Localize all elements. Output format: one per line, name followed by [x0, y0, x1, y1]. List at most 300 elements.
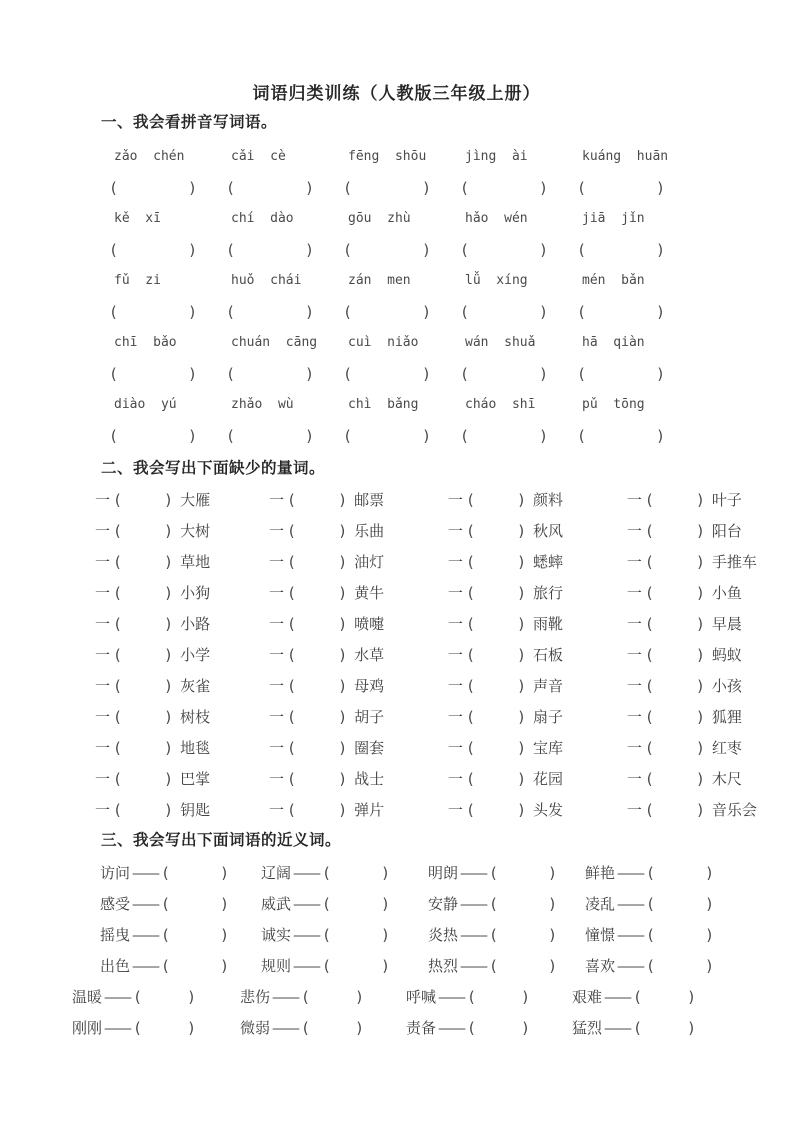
noun-label: 弹片	[354, 801, 385, 819]
pinyin-exercise-rows	[0, 149, 793, 459]
pinyin-word: cǎi cè	[231, 149, 286, 164]
synonym-item	[585, 955, 745, 986]
open-paren-char: (	[226, 179, 236, 197]
pinyin-paren-unit	[0, 335, 793, 397]
answer-blank	[469, 241, 539, 259]
one-char: 一	[626, 491, 642, 509]
long-dash: ——	[132, 895, 159, 913]
answer-blank	[118, 303, 188, 321]
answer-blank	[235, 365, 305, 383]
open-paren-char: (	[109, 365, 119, 383]
measure-word-item	[627, 737, 793, 768]
open-paren-char: (	[301, 1019, 311, 1037]
synonym-item	[585, 924, 745, 955]
close-paren-char: )	[656, 241, 666, 259]
long-dash: ——	[460, 926, 487, 944]
open-paren-char: (	[109, 241, 119, 259]
open-paren-char: (	[113, 584, 123, 602]
open-paren-char: (	[287, 739, 297, 757]
open-paren-char: (	[287, 677, 297, 695]
one-char: 一	[95, 770, 111, 788]
noun-label: 小狗	[180, 584, 211, 602]
close-paren-char: )	[516, 553, 526, 571]
long-dash: ——	[104, 1019, 131, 1037]
close-paren-char: )	[338, 739, 348, 757]
synonym-item	[100, 924, 261, 955]
pinyin-word: zǎo chén	[114, 149, 185, 164]
answer-parens	[577, 365, 694, 383]
open-paren-char: (	[489, 957, 499, 975]
close-paren-char: )	[656, 427, 666, 445]
close-paren-char: )	[381, 957, 391, 975]
measure-word-item	[448, 582, 627, 613]
one-char: 一	[95, 739, 111, 757]
section2-heading: 二、我会写出下面缺少的量词。	[101, 458, 326, 477]
open-paren-char: (	[633, 988, 643, 1006]
long-dash: ——	[617, 895, 644, 913]
close-paren-char: )	[695, 615, 705, 633]
close-paren-char: )	[338, 708, 348, 726]
open-paren-char: (	[287, 615, 297, 633]
long-dash: ——	[293, 864, 320, 882]
synonym-row	[0, 893, 793, 924]
close-paren-char: )	[695, 491, 705, 509]
one-char: 一	[626, 770, 642, 788]
pinyin-line	[109, 335, 793, 365]
noun-label: 小鱼	[711, 584, 742, 602]
word-label: 温暖	[72, 988, 103, 1006]
measure-word-row	[0, 551, 793, 582]
open-paren-char: (	[322, 957, 332, 975]
open-paren-char: (	[343, 241, 353, 259]
one-char: 一	[626, 677, 642, 695]
open-paren-char: (	[161, 957, 171, 975]
paren-line	[109, 365, 793, 383]
word-label: 辽阔	[261, 864, 292, 882]
close-paren-char: )	[220, 957, 230, 975]
synonym-item	[72, 1017, 240, 1048]
open-paren-char: (	[465, 677, 475, 695]
one-char: 一	[95, 646, 111, 664]
measure-word-item	[627, 520, 793, 551]
measure-word-row	[0, 799, 793, 830]
measure-word-row	[0, 489, 793, 520]
pinyin-word: huǒ chái	[231, 273, 302, 288]
long-dash: ——	[460, 895, 487, 913]
open-paren-char: (	[133, 1019, 143, 1037]
measure-word-item	[95, 520, 269, 551]
open-paren-char: (	[577, 241, 587, 259]
close-paren-char: )	[188, 427, 198, 445]
open-paren-char: (	[646, 926, 656, 944]
measure-word-item	[448, 520, 627, 551]
word-label: 责备	[406, 1019, 437, 1037]
open-paren-char: (	[343, 179, 353, 197]
close-paren-char: )	[338, 615, 348, 633]
close-paren-char: )	[338, 584, 348, 602]
word-label: 鲜艳	[585, 864, 616, 882]
long-dash: ——	[604, 1019, 631, 1037]
measure-word-item	[95, 768, 269, 799]
answer-blank	[235, 241, 305, 259]
pinyin-word: gōu zhù	[348, 211, 411, 226]
measure-word-row	[0, 613, 793, 644]
word-label: 明朗	[428, 864, 459, 882]
noun-label: 战士	[354, 770, 385, 788]
synonym-item	[428, 893, 585, 924]
close-paren-char: )	[338, 522, 348, 540]
pinyin-word: zán men	[348, 273, 411, 288]
open-paren-char: (	[113, 770, 123, 788]
open-paren-char: (	[489, 926, 499, 944]
noun-label: 小路	[180, 615, 211, 633]
open-paren-char: (	[161, 926, 171, 944]
long-dash: ——	[132, 864, 159, 882]
answer-parens	[343, 365, 460, 383]
close-paren-char: )	[516, 584, 526, 602]
section3-heading: 三、我会写出下面词语的近义词。	[101, 830, 342, 849]
one-char: 一	[95, 615, 111, 633]
noun-label: 音乐会	[711, 801, 757, 819]
noun-label: 蚂蚁	[711, 646, 742, 664]
noun-label: 石板	[533, 646, 564, 664]
long-dash: ——	[604, 988, 631, 1006]
pinyin-word: cháo shī	[465, 397, 536, 412]
open-paren-char: (	[460, 427, 470, 445]
pinyin-word: chì bǎng	[348, 397, 419, 412]
word-label: 微弱	[240, 1019, 271, 1037]
close-paren-char: )	[164, 770, 174, 788]
measure-word-row	[0, 737, 793, 768]
noun-label: 地毯	[180, 739, 211, 757]
synonym-row	[0, 955, 793, 986]
pinyin-word: hā qiàn	[582, 335, 645, 350]
close-paren-char: )	[305, 241, 315, 259]
noun-label: 蟋蟀	[533, 553, 564, 571]
measure-word-item	[448, 768, 627, 799]
close-paren-char: )	[381, 864, 391, 882]
open-paren-char: (	[322, 895, 332, 913]
close-paren-char: )	[705, 864, 715, 882]
pinyin-word: pǔ tōng	[582, 397, 645, 412]
word-label: 呼喊	[406, 988, 437, 1006]
close-paren-char: )	[187, 1019, 197, 1037]
long-dash: ——	[293, 895, 320, 913]
close-paren-char: )	[164, 677, 174, 695]
word-label: 访问	[100, 864, 131, 882]
answer-blank	[469, 365, 539, 383]
synonym-item	[100, 955, 261, 986]
open-paren-char: (	[226, 241, 236, 259]
measure-word-item	[269, 768, 448, 799]
measure-word-item	[448, 706, 627, 737]
one-char: 一	[626, 646, 642, 664]
one-char: 一	[269, 491, 285, 509]
noun-label: 宝库	[533, 739, 564, 757]
synonym-rows	[0, 862, 793, 1048]
answer-parens	[460, 179, 577, 197]
noun-label: 大树	[180, 522, 211, 540]
pinyin-line	[109, 273, 793, 303]
close-paren-char: )	[516, 677, 526, 695]
open-paren-char: (	[113, 615, 123, 633]
answer-blank	[118, 179, 188, 197]
measure-word-item	[269, 582, 448, 613]
open-paren-char: (	[460, 303, 470, 321]
section-pinyin	[0, 110, 793, 459]
answer-parens	[460, 303, 577, 321]
one-char: 一	[447, 522, 463, 540]
synonym-item	[572, 986, 732, 1017]
one-char: 一	[447, 615, 463, 633]
close-paren-char: )	[220, 926, 230, 944]
noun-label: 小学	[180, 646, 211, 664]
open-paren-char: (	[109, 179, 119, 197]
close-paren-char: )	[305, 427, 315, 445]
noun-label: 小孩	[711, 677, 742, 695]
close-paren-char: )	[516, 522, 526, 540]
open-paren-char: (	[577, 365, 587, 383]
open-paren-char: (	[465, 522, 475, 540]
close-paren-char: )	[656, 365, 666, 383]
one-char: 一	[626, 739, 642, 757]
one-char: 一	[447, 708, 463, 726]
synonym-item	[261, 893, 428, 924]
measure-word-item	[269, 520, 448, 551]
noun-label: 灰雀	[180, 677, 211, 695]
answer-blank	[118, 365, 188, 383]
measure-word-row	[0, 644, 793, 675]
open-paren-char: (	[322, 864, 332, 882]
pinyin-paren-unit	[0, 149, 793, 211]
noun-label: 草地	[180, 553, 211, 571]
close-paren-char: )	[656, 179, 666, 197]
open-paren-char: (	[343, 427, 353, 445]
close-paren-char: )	[164, 491, 174, 509]
one-char: 一	[447, 677, 463, 695]
long-dash: ——	[617, 926, 644, 944]
noun-label: 手推车	[711, 553, 757, 571]
close-paren-char: )	[695, 739, 705, 757]
open-paren-char: (	[113, 739, 123, 757]
long-dash: ——	[272, 988, 299, 1006]
close-paren-char: )	[687, 988, 697, 1006]
answer-blank	[352, 303, 422, 321]
measure-word-item	[627, 582, 793, 613]
answer-parens	[226, 365, 343, 383]
synonym-item	[572, 1017, 732, 1048]
close-paren-char: )	[188, 303, 198, 321]
measure-word-row	[0, 675, 793, 706]
open-paren-char: (	[467, 988, 477, 1006]
pinyin-word: kě xī	[114, 211, 161, 226]
long-dash: ——	[132, 957, 159, 975]
synonym-item	[428, 955, 585, 986]
pinyin-line	[109, 149, 793, 179]
measure-word-row	[0, 582, 793, 613]
answer-blank	[352, 241, 422, 259]
open-paren-char: (	[287, 584, 297, 602]
close-paren-char: )	[516, 646, 526, 664]
pinyin-word: fǔ zi	[114, 273, 161, 288]
pinyin-word: cuì niǎo	[348, 335, 419, 350]
noun-label: 乐曲	[354, 522, 385, 540]
one-char: 一	[626, 553, 642, 571]
section1-heading: 一、我会看拼音写词语。	[101, 112, 278, 131]
answer-parens	[109, 427, 226, 445]
close-paren-char: )	[516, 801, 526, 819]
close-paren-char: )	[188, 241, 198, 259]
answer-parens	[343, 303, 460, 321]
open-paren-char: (	[465, 491, 475, 509]
synonym-item	[406, 1017, 572, 1048]
open-paren-char: (	[460, 179, 470, 197]
noun-label: 狐狸	[711, 708, 742, 726]
open-paren-char: (	[113, 677, 123, 695]
close-paren-char: )	[338, 491, 348, 509]
answer-blank	[235, 179, 305, 197]
measure-word-item	[95, 706, 269, 737]
noun-label: 阳台	[711, 522, 742, 540]
close-paren-char: )	[521, 988, 531, 1006]
open-paren-char: (	[644, 708, 654, 726]
open-paren-char: (	[465, 801, 475, 819]
close-paren-char: )	[381, 895, 391, 913]
measure-word-row	[0, 706, 793, 737]
synonym-item	[261, 862, 428, 893]
close-paren-char: )	[338, 553, 348, 571]
close-paren-char: )	[422, 179, 432, 197]
word-label: 威武	[261, 895, 292, 913]
pinyin-paren-unit	[0, 211, 793, 273]
noun-label: 钥匙	[180, 801, 211, 819]
synonym-item	[72, 986, 240, 1017]
close-paren-char: )	[220, 895, 230, 913]
close-paren-char: )	[516, 739, 526, 757]
synonym-item	[406, 986, 572, 1017]
one-char: 一	[95, 584, 111, 602]
noun-label: 叶子	[711, 491, 742, 509]
close-paren-char: )	[164, 584, 174, 602]
answer-parens	[460, 427, 577, 445]
pinyin-paren-unit	[0, 397, 793, 459]
measure-word-item	[95, 489, 269, 520]
measure-word-item	[448, 737, 627, 768]
noun-label: 油灯	[354, 553, 385, 571]
long-dash: ——	[617, 864, 644, 882]
one-char: 一	[269, 739, 285, 757]
close-paren-char: )	[164, 646, 174, 664]
open-paren-char: (	[489, 895, 499, 913]
long-dash: ——	[460, 957, 487, 975]
answer-blank	[586, 179, 656, 197]
open-paren-char: (	[646, 864, 656, 882]
close-paren-char: )	[695, 677, 705, 695]
measure-word-row	[0, 520, 793, 551]
open-paren-char: (	[646, 957, 656, 975]
open-paren-char: (	[109, 303, 119, 321]
close-paren-char: )	[548, 957, 558, 975]
close-paren-char: )	[705, 895, 715, 913]
measure-word-rows	[0, 489, 793, 830]
open-paren-char: (	[287, 646, 297, 664]
close-paren-char: )	[539, 365, 549, 383]
measure-word-item	[269, 737, 448, 768]
word-label: 热烈	[428, 957, 459, 975]
paren-line	[109, 303, 793, 321]
synonym-item	[585, 893, 745, 924]
open-paren-char: (	[226, 365, 236, 383]
close-paren-char: )	[381, 926, 391, 944]
open-paren-char: (	[644, 553, 654, 571]
close-paren-char: )	[695, 646, 705, 664]
pinyin-word: jiā jǐn	[582, 211, 645, 226]
pinyin-word: kuáng huān	[582, 149, 669, 164]
measure-word-item	[95, 644, 269, 675]
open-paren-char: (	[465, 615, 475, 633]
long-dash: ——	[104, 988, 131, 1006]
pinyin-word: mén bǎn	[582, 273, 645, 288]
close-paren-char: )	[188, 179, 198, 197]
noun-label: 大雁	[180, 491, 211, 509]
close-paren-char: )	[516, 708, 526, 726]
one-char: 一	[447, 553, 463, 571]
answer-blank	[586, 427, 656, 445]
noun-label: 母鸡	[354, 677, 385, 695]
measure-word-item	[95, 582, 269, 613]
word-label: 摇曳	[100, 926, 131, 944]
one-char: 一	[626, 584, 642, 602]
one-char: 一	[269, 677, 285, 695]
measure-word-item	[269, 551, 448, 582]
close-paren-char: )	[516, 770, 526, 788]
section-measure-words	[0, 456, 793, 830]
measure-word-item	[448, 799, 627, 830]
close-paren-char: )	[687, 1019, 697, 1037]
close-paren-char: )	[695, 584, 705, 602]
one-char: 一	[269, 553, 285, 571]
one-char: 一	[447, 584, 463, 602]
measure-word-item	[269, 644, 448, 675]
synonym-row	[0, 924, 793, 955]
one-char: 一	[626, 708, 642, 726]
pinyin-word: diào yú	[114, 397, 177, 412]
open-paren-char: (	[161, 895, 171, 913]
one-char: 一	[447, 739, 463, 757]
one-char: 一	[447, 801, 463, 819]
close-paren-char: )	[539, 179, 549, 197]
close-paren-char: )	[338, 677, 348, 695]
close-paren-char: )	[695, 801, 705, 819]
measure-word-item	[448, 489, 627, 520]
open-paren-char: (	[343, 365, 353, 383]
close-paren-char: )	[422, 365, 432, 383]
close-paren-char: )	[220, 864, 230, 882]
noun-label: 早晨	[711, 615, 742, 633]
close-paren-char: )	[695, 708, 705, 726]
pinyin-word: jìng ài	[465, 149, 528, 164]
measure-word-item	[627, 706, 793, 737]
pinyin-word: chī bǎo	[114, 335, 177, 350]
answer-parens	[577, 427, 694, 445]
one-char: 一	[95, 522, 111, 540]
close-paren-char: )	[516, 615, 526, 633]
one-char: 一	[95, 708, 111, 726]
pinyin-word: fēng shōu	[348, 149, 427, 164]
open-paren-char: (	[644, 770, 654, 788]
one-char: 一	[447, 646, 463, 664]
noun-label: 树枝	[180, 708, 211, 726]
